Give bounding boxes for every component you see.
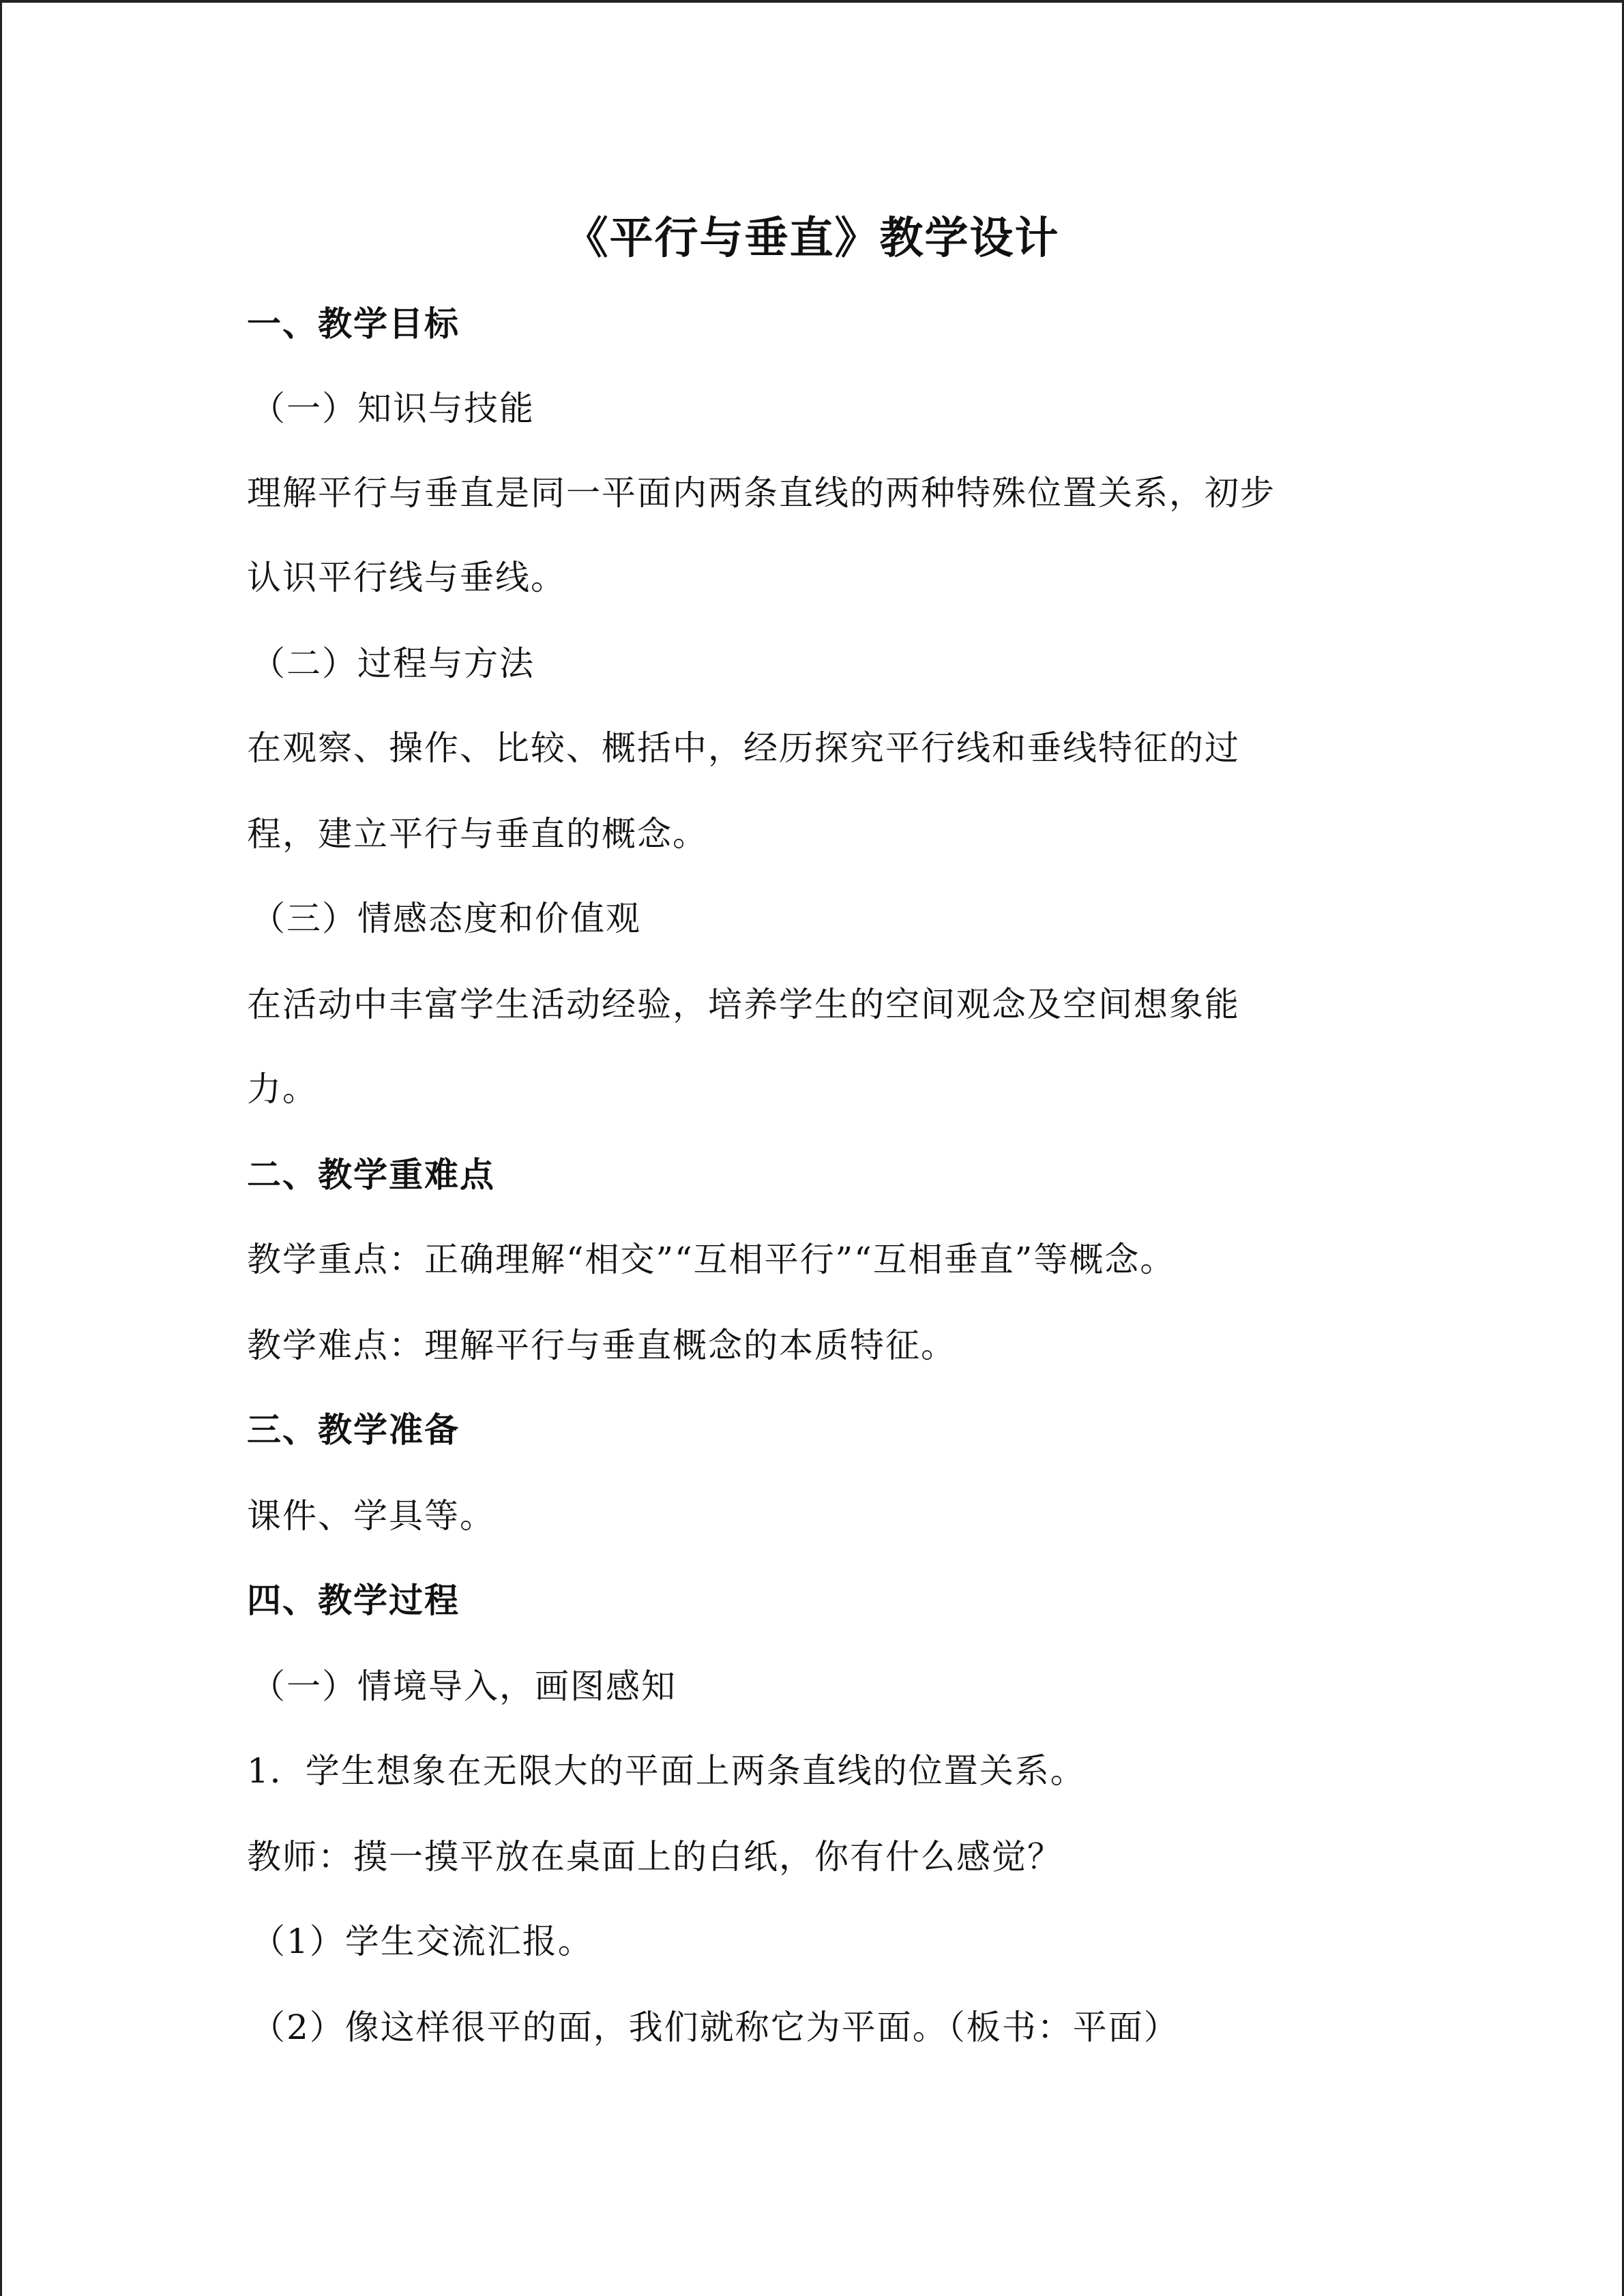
paragraph-line: 力。 [247, 1069, 318, 1109]
paragraph-line: 1．学生想象在无限大的平面上两条直线的位置关系。 [247, 1751, 1086, 1791]
paragraph-line: 教学难点：理解平行与垂直概念的本质特征。 [247, 1326, 956, 1365]
section-heading-process: 四、教学过程 [247, 1581, 460, 1620]
paragraph-line: （1）学生交流汇报。 [251, 1922, 593, 1961]
paragraph-line: 教师：摸一摸平放在桌面上的白纸，你有什么感觉？ [247, 1837, 1063, 1877]
paragraph-line: 在活动中丰富学生活动经验，培养学生的空间观念及空间想象能 [247, 985, 1240, 1024]
subsection-heading-process: （二）过程与方法 [251, 644, 535, 683]
paragraph-line: 程，建立平行与垂直的概念。 [247, 814, 708, 854]
paragraph-line: 在观察、操作、比较、概括中，经历探究平行线和垂线特征的过 [247, 728, 1240, 768]
paragraph-line: 教学重点：正确理解“相交”“互相平行”“互相垂直”等概念。 [247, 1240, 1176, 1279]
paragraph-line: 理解平行与垂直是同一平面内两条直线的两种特殊位置关系，初步 [247, 473, 1275, 513]
paragraph-line: （2）像这样很平的面，我们就称它为平面。（板书：平面） [251, 2008, 1179, 2047]
paragraph-line: 课件、学具等。 [247, 1496, 495, 1536]
document-title: 《平行与垂直》教学设计 [564, 213, 1060, 264]
subsection-heading-knowledge: （一）知识与技能 [251, 389, 535, 428]
section-heading-key-points: 二、教学重难点 [247, 1155, 495, 1195]
section-heading-objectives: 一、教学目标 [247, 304, 460, 344]
subsection-heading-attitude: （三）情感态度和价值观 [251, 899, 641, 938]
subsection-heading-intro: （一）情境导入，画图感知 [251, 1667, 677, 1706]
paragraph-line: 认识平行线与垂线。 [247, 558, 566, 597]
section-heading-preparation: 三、教学准备 [247, 1410, 460, 1450]
